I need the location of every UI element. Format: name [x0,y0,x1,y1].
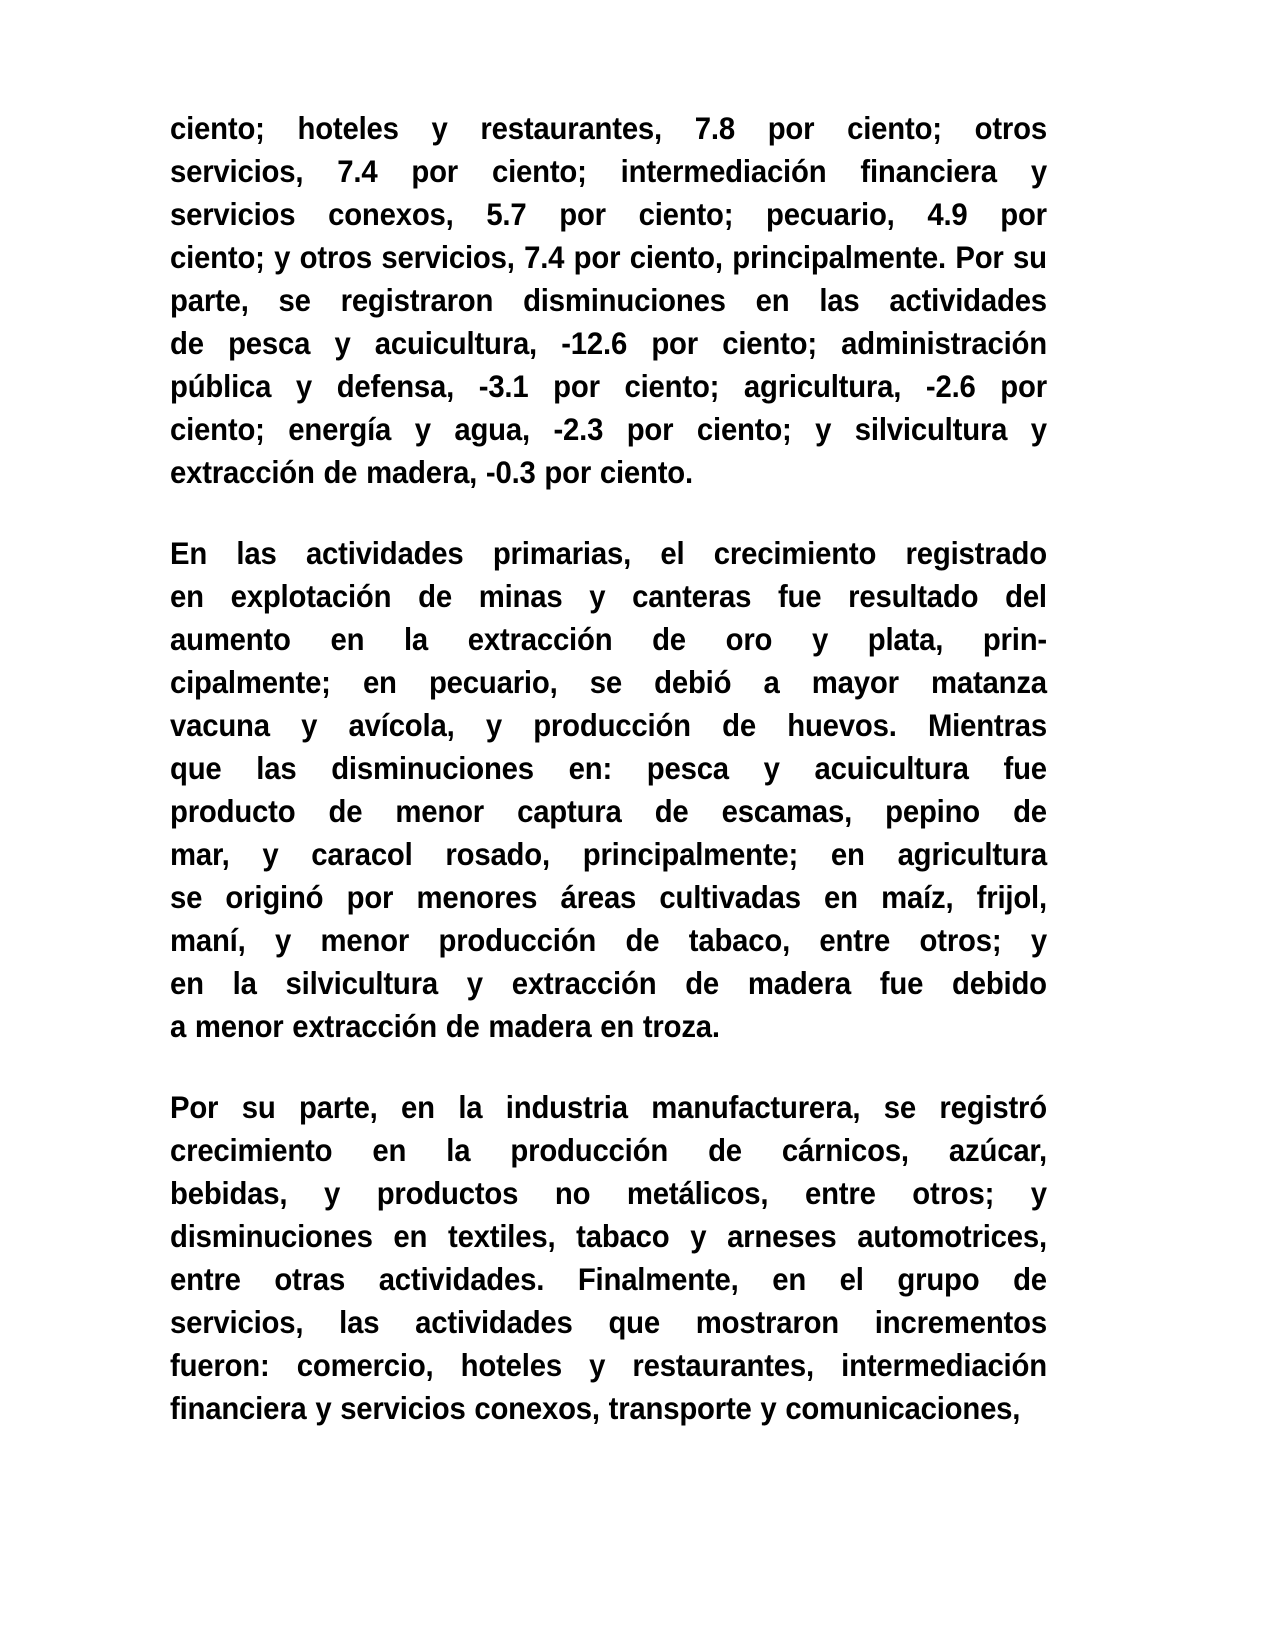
word: silvicultura [854,411,1008,447]
word: -2.6 [925,368,976,404]
word: aumento [170,621,291,657]
word: por [626,411,674,447]
word: agua, [454,411,530,447]
word: tabaco [576,1218,670,1254]
word: otros; [912,1175,995,1211]
text-line [170,1172,1047,1215]
word: producción [510,1132,669,1168]
word: menor [320,922,410,958]
word: y [431,110,448,146]
paragraph-1 [170,107,1047,494]
word: incrementos [874,1304,1047,1340]
word: el [660,535,685,571]
word: extracción [511,965,657,1001]
word: -0.3 [485,454,536,490]
word: En [170,535,208,571]
word: actividades [305,535,464,571]
word: en [362,664,397,700]
word: y [466,965,483,1001]
word: se [883,1089,916,1125]
text-line [170,236,1047,279]
word: por [411,153,459,189]
word: por [346,879,394,915]
text-line [170,1086,1047,1129]
word: Por [170,1089,219,1125]
paragraph-3 [170,1086,1047,1430]
word: entre [819,922,891,958]
word: por [767,110,815,146]
word: actividades. [378,1261,545,1297]
word: fueron: [170,1347,270,1383]
word: y [315,1390,332,1426]
text-line [170,1301,1047,1344]
word: y [811,621,829,657]
word: energía [288,411,392,447]
word: principalmente. [732,239,946,275]
paragraph-2 [170,532,1047,1048]
word: ciento; [491,153,587,189]
word: de [445,1008,480,1044]
word: pecuario, [428,664,558,700]
word: mostraron [695,1304,839,1340]
word: parte, [298,1089,378,1125]
word: Por [955,239,1004,275]
word: que [170,750,222,786]
word: a [763,664,780,700]
word: automotrices, [857,1218,1047,1254]
word: de [328,793,363,829]
word: avícola, [348,707,455,743]
text-line [170,1005,1047,1048]
word: madera [488,1008,592,1044]
word: en [393,1218,428,1254]
word: -2.3 [553,411,604,447]
word: pepino [885,793,981,829]
word: cultivadas [659,879,801,915]
word: restaurantes, [480,110,662,146]
word: a [170,1008,187,1044]
word: azúcar, [948,1132,1047,1168]
word: producción [438,922,597,958]
word: captura [517,793,622,829]
word: que [608,1304,660,1340]
word: disminuciones [523,282,726,318]
word: de [418,578,452,614]
word: y [414,411,431,447]
word: la [458,1089,483,1125]
word: registrado [905,535,1047,571]
word: actividades [415,1304,573,1340]
word: -12.6 [561,325,628,361]
word: y [262,836,279,872]
word: en [772,1261,807,1297]
word: y [690,1218,707,1254]
word: agricultura, [743,368,902,404]
word: las [339,1304,380,1340]
word: de [625,922,660,958]
word: crecimiento [170,1132,333,1168]
word: otros [299,239,372,275]
word: de [722,707,756,743]
word: y [485,707,502,743]
word: maní, [170,922,246,958]
word: disminuciones [331,750,534,786]
word: hoteles [297,110,399,146]
word: huevos. [787,707,897,743]
word: defensa, [336,368,455,404]
word: las [236,535,277,571]
word: principalmente; [582,836,799,872]
word: su [1013,239,1047,275]
word: extracción [292,1008,437,1044]
word: en [830,836,865,872]
word: minas [478,578,563,614]
text-line [170,279,1047,322]
word: comunicaciones, [785,1390,1021,1426]
word: en [170,578,204,614]
word: 5.7 [486,196,527,232]
word: y [1030,1175,1047,1211]
word: y [295,368,313,404]
word: y [1030,922,1047,958]
text-line [170,451,1047,494]
word: conexos, [328,196,454,232]
word: ciento; [722,325,817,361]
text-line [170,661,1047,704]
text-line [170,1258,1047,1301]
word: hoteles [460,1347,562,1383]
word: escamas, [721,793,853,829]
word: administración [841,325,1047,361]
word: ciento; [170,411,265,447]
word: de [708,1132,742,1168]
word: fue [879,965,924,1001]
text-column [170,107,1047,1430]
word: fue [777,578,822,614]
word: 7.8 [694,110,735,146]
word: parte, [170,282,249,318]
text-line [170,322,1047,365]
word: intermediación [841,1347,1047,1383]
text-line [170,575,1047,618]
word: prin- [982,621,1047,657]
word: 7.4 [524,239,565,275]
word: financiera [860,153,997,189]
word: las [819,282,860,318]
word: servicios, [170,153,304,189]
word: servicios, [170,1304,304,1340]
word: resultado [848,578,979,614]
word: menores [416,879,538,915]
word: en [330,621,365,657]
word: troza. [642,1008,720,1044]
word: arneses [727,1218,837,1254]
word: y [760,1390,777,1426]
word: menor [395,793,485,829]
word: se [170,879,203,915]
text-line [170,1129,1047,1172]
word: y [815,411,832,447]
word: grupo [897,1261,980,1297]
word: y [334,325,351,361]
word: producto [170,793,296,829]
word: caracol [311,836,413,872]
word: industria [505,1089,628,1125]
word: por [544,454,592,490]
word: mayor [811,664,899,700]
word: rosado, [445,836,550,872]
word: 7.4 [337,153,378,189]
word: entre [804,1175,876,1211]
word: actividades [889,282,1047,318]
word: de [170,325,204,361]
text-line [170,1344,1047,1387]
word: en [170,965,204,1001]
word: transporte [608,1390,752,1426]
word: otros; [919,922,1002,958]
word: y [274,922,292,958]
word: silvicultura [285,965,438,1001]
word: otros [974,110,1047,146]
word: ciento; [847,110,942,146]
word: por [1000,196,1047,232]
word: ciento; [170,110,265,146]
word: del [1005,578,1047,614]
word: la [403,621,429,657]
text-line [170,365,1047,408]
word: menor [194,1008,284,1044]
word: acuicultura, [374,325,538,361]
word: y [589,1347,606,1383]
word: por [573,239,621,275]
word: Finalmente, [577,1261,739,1297]
text-line [170,408,1047,451]
word: en [755,282,790,318]
word: madera [747,965,851,1001]
word: de [654,793,689,829]
word: de [685,965,720,1001]
word: de [1013,793,1047,829]
word: crecimiento [713,535,877,571]
word: registraron [340,282,494,318]
word: mar, [170,836,230,872]
text-line [170,962,1047,1005]
word: explotación [230,578,392,614]
word: financiera [170,1390,307,1426]
word: la [446,1132,471,1168]
word: en [401,1089,435,1125]
word: y [763,750,780,786]
text-line [170,1215,1047,1258]
word: disminuciones [170,1218,373,1254]
word: en [372,1132,407,1168]
text-line [170,1387,1047,1430]
word: tabaco, [688,922,791,958]
word: ciento; [696,411,792,447]
word: y [1030,153,1047,189]
word: -3.1 [478,368,529,404]
word: y [301,707,318,743]
text-line [170,876,1047,919]
word: se [278,282,311,318]
word: conexos, [474,1390,600,1426]
word: otras [274,1261,346,1297]
word: se [589,664,622,700]
text-line [170,747,1047,790]
word: cárnicos, [781,1132,909,1168]
word: ciento; [170,239,265,275]
text-line [170,107,1047,150]
word: por [651,325,698,361]
word: productos [376,1175,519,1211]
text-line [170,919,1047,962]
word: Mientras [927,707,1047,743]
word: servicios, [381,239,515,275]
text-line [170,833,1047,876]
word: y [274,239,291,275]
word: pecuario, [766,196,895,232]
word: el [839,1261,864,1297]
word: servicios [170,196,296,232]
word: extracción [170,454,315,490]
word: registró [939,1089,1047,1125]
word: por [553,368,600,404]
word: oro [725,621,773,657]
text-line [170,532,1047,575]
word: ciento. [599,454,693,490]
word: por [559,196,606,232]
word: ciento, [629,239,723,275]
word: agricultura [897,836,1047,872]
word: maíz, [881,879,954,915]
word: servicios [340,1390,466,1426]
word: de [323,454,358,490]
word: fue [1003,750,1047,786]
word: y [589,578,606,614]
word: canteras [632,578,752,614]
word: frijol, [976,879,1047,915]
word: y [323,1175,341,1211]
word: 4.9 [927,196,968,232]
text-line [170,790,1047,833]
word: cipalmente; [170,664,331,700]
word: debió [654,664,732,700]
word: y [1030,411,1047,447]
text-line [170,193,1047,236]
word: primarias, [492,535,632,571]
word: matanza [930,664,1047,700]
word: restaurantes, [632,1347,814,1383]
text-line [170,704,1047,747]
word: entre [170,1261,241,1297]
word: metálicos, [626,1175,769,1211]
word: de [1013,1261,1047,1297]
word: comercio, [296,1347,434,1383]
word: las [256,750,297,786]
word: pesca [646,750,729,786]
word: extracción [467,621,613,657]
word: en [600,1008,635,1044]
word: su [241,1089,276,1125]
text-line [170,618,1047,661]
word: áreas [560,879,637,915]
word: la [232,965,257,1001]
word: ciento; [638,196,734,232]
word: no [554,1175,591,1211]
word: pesca [228,325,311,361]
word: acuicultura [814,750,969,786]
word: bebidas, [170,1175,288,1211]
word: producción [533,707,691,743]
word: plata, [867,621,944,657]
text-line [170,150,1047,193]
word: pública [170,368,272,404]
word: vacuna [170,707,270,743]
word: originó [225,879,324,915]
word: ciento; [624,368,720,404]
word: textiles, [447,1218,556,1254]
word: intermediación [620,153,827,189]
word: por [1000,368,1047,404]
word: madera, [366,454,478,490]
word: en: [568,750,613,786]
word: de [652,621,686,657]
word: manufacturera, [651,1089,861,1125]
word: en [824,879,858,915]
word: debido [951,965,1047,1001]
